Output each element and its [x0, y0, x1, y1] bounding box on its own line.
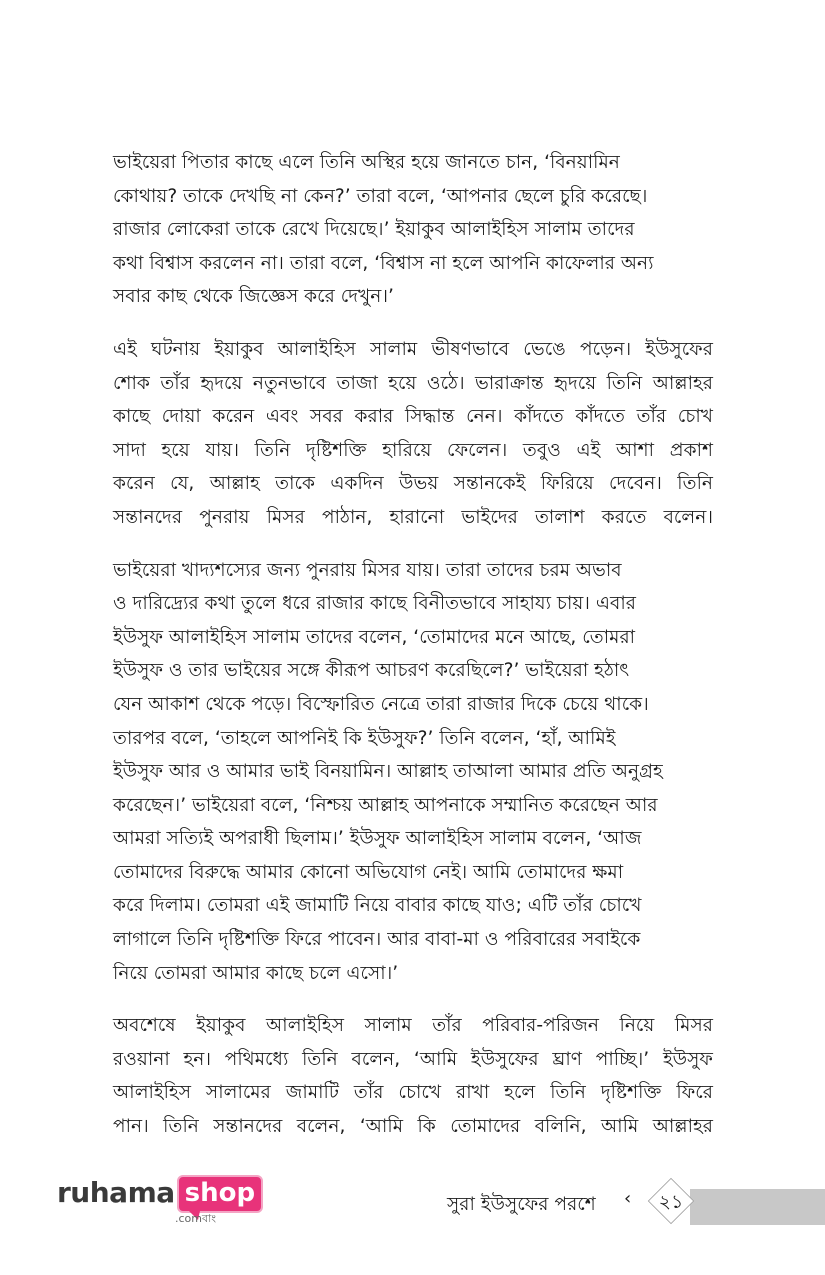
line: লাগালে তিনি দৃষ্টিশক্তি ফিরে পাবেন। আর বাবা-মা ও পরিবারের সবাইকে: [113, 929, 641, 951]
page-body: [113, 146, 713, 1163]
line: নিয়ে তোমরা আমার কাছে চলে এসো।’: [113, 962, 399, 984]
line: তারপর বলে, ‘তাহলে আপনিই কি ইউসুফ?’ তিনি বলেন, ‘হাঁ, আমিই: [113, 727, 616, 749]
ruhamashop-logo: [57, 1175, 263, 1225]
line: করেছেন।’ ভাইয়েরা বলে, ‘নিশ্চয় আল্লাহ আপনাকে সম্মানিত করেছেন আর: [113, 794, 658, 816]
line: আলাইহিস সালামের জামাটি তাঁর চোখে রাখা হলে তিনি দৃষ্টিশক্তি ফিরে: [113, 1082, 713, 1104]
page-number: ২১: [658, 1191, 684, 1213]
line: ভাইয়েরা খাদ্যশস্যের জন্য পুনরায় মিসর যায়। তারা তাদের চরম অভাব: [113, 559, 622, 581]
line: অবশেষে ইয়াকুব আলাইহিস সালাম তাঁর পরিবার-পরিজন নিয়ে মিসর: [113, 1015, 713, 1037]
line: কথা বিশ্বাস করলেন না। তারা বলে, ‘বিশ্বাস না হলে আপনি কাফেলার অন্য: [113, 252, 654, 274]
line: করে দিলাম। তোমরা এই জামাটি নিয়ে বাবার কাছে যাও; এটি তাঁর চোখে: [113, 895, 642, 917]
page-number-badge: [650, 1180, 692, 1222]
line: কাছে দোয়া করেন এবং সবর করার সিদ্ধান্ত নেন। কাঁদতে কাঁদতে তাঁর চোখ: [113, 406, 713, 428]
line: সাদা হয়ে যায়। তিনি দৃষ্টিশক্তি হারিয়ে ফেলেন। তবুও এই আশা প্রকাশ: [113, 439, 713, 461]
line: কোথায়? তাকে দেখছি না কেন?’ তারা বলে, ‘আপনার ছেলে চুরি করেছে।: [113, 185, 648, 207]
line: ও দারিদ্র্যের কথা তুলে ধরে রাজার কাছে বিনীতভাবে সাহায্য চায়। এবার: [113, 593, 636, 615]
line: সন্তানদের পুনরায় মিসর পাঠান, হারানো ভাইদের তালাশ করতে বলেন।: [113, 506, 713, 528]
line: পান। তিনি সন্তানদের বলেন, ‘আমি কি তোমাদের বলিনি, আমি আল্লাহর: [113, 1116, 713, 1138]
logo-shop-badge: shop: [177, 1175, 263, 1213]
line: ভাইয়েরা পিতার কাছে এলে তিনি অস্থির হয়ে জানতে চান, ‘বিনয়ামিন: [113, 152, 620, 173]
paragraph-4: [113, 1009, 713, 1143]
logo-ruhama-text: ruhama: [57, 1176, 175, 1209]
paragraph-2: [113, 333, 713, 535]
line: রাজার লোকেরা তাকে রেখে দিয়েছে।’ ইয়াকুব আলাইহিস সালাম তাদের: [113, 219, 635, 241]
running-footer-title: সুরা ইউসুফের পরশে: [447, 1194, 596, 1215]
paragraph-3: [113, 554, 713, 991]
chevron-left-icon: ‹: [624, 1188, 632, 1209]
logo-dotcom-text: .comবাং: [175, 1212, 217, 1225]
line: ইউসুফ ও তার ভাইয়ের সঙ্গে কীরূপ আচরণ করেছিলে?’ ভাইয়েরা হঠাৎ: [113, 660, 630, 682]
paragraph-1: [113, 146, 713, 314]
line: করেন যে, আল্লাহ তাকে একদিন উভয় সন্তানকেই ফিরিয়ে দেবেন। তিনি: [113, 473, 713, 495]
footer-gray-bar: [690, 1189, 825, 1225]
line: যেন আকাশ থেকে পড়ে। বিস্ফোরিত নেত্রে তারা রাজার দিকে চেয়ে থাকে।: [113, 693, 649, 715]
line: ইউসুফ আর ও আমার ভাই বিনয়ামিন। আল্লাহ তাআলা আমার প্রতি অনুগ্রহ: [113, 761, 663, 783]
line: রওয়ানা হন। পথিমধ্যে তিনি বলেন, ‘আমি ইউসুফের ঘ্রাণ পাচ্ছি।’ ইউসুফ: [113, 1048, 713, 1070]
line: সবার কাছ থেকে জিজ্ঞেস করে দেখুন।’: [113, 286, 394, 308]
line: এই ঘটনায় ইয়াকুব আলাইহিস সালাম ভীষণভাবে ভেঙে পড়েন। ইউসুফের: [113, 338, 713, 360]
line: শোক তাঁর হৃদয়ে নতুনভাবে তাজা হয়ে ওঠে। ভারাক্রান্ত হৃদয়ে তিনি আল্লাহর: [113, 372, 713, 394]
line: তোমাদের বিরুদ্ধে আমার কোনো অভিযোগ নেই। আমি তোমাদের ক্ষমা: [113, 861, 624, 883]
line: ইউসুফ আলাইহিস সালাম তাদের বলেন, ‘তোমাদের মনে আছে, তোমরা: [113, 626, 636, 648]
line: আমরা সত্যিই অপরাধী ছিলাম।’ ইউসুফ আলাইহিস সালাম বলেন, ‘আজ: [113, 828, 642, 850]
